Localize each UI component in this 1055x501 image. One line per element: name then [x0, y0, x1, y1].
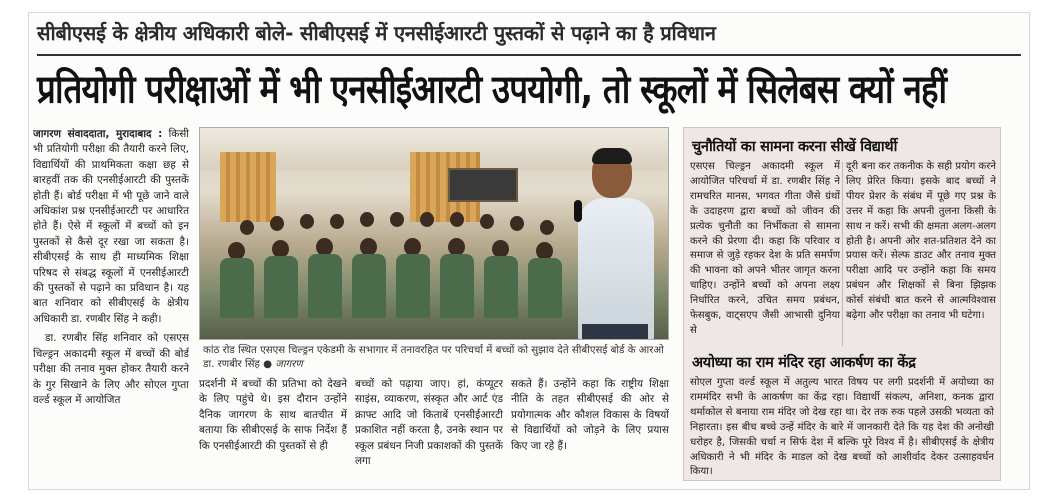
- photo-speaker-shirt: [578, 198, 654, 340]
- photo-student-uniform: [220, 258, 254, 318]
- photo-student-uniform: [484, 256, 518, 318]
- photo-student: [330, 214, 344, 229]
- photo-speaker-hair: [592, 148, 632, 164]
- sidebar-paragraph-ram-mandir: सोएल गुप्ता वर्ल्ड स्कूल में अतुल्य भारत विषय पर लगी प्रदर्शनी में अयोध्या का राममंदिर सभी के आकर्षण का केंद्र रहा। विद्यार्थी संकल्प, अनिशा, कनक द्वारा थर्माकोल से बनाया राम मंदिर जो देख रहा था। देर तक रुक पहले उसकी भव्यता को निहारता। इस बीच बच्चे उन्हें मंदिर के बारे में जानकारी देते कि यह देश की अनोखी धरोहर है, जिसकी चर्चा न सिर्फ देश में बल्कि पूरे विश्व में है। सीबीएसई के क्षेत्रीय अधिकारी ने भी मंदिर के माडल को देख बच्चों को आशीर्वाद देकर उत्साहवर्धन किया।: [690, 377, 994, 478]
- photo-student: [540, 220, 554, 235]
- photo-student-uniform: [352, 254, 386, 318]
- photo-wall-board: [448, 168, 518, 202]
- photo-credit: ● जागरण: [263, 359, 303, 370]
- photo-student: [300, 214, 314, 229]
- lead-column: [33, 127, 189, 487]
- photo-caption: [203, 344, 669, 372]
- sidebar-column-2: दूरी बना कर तकनीक के सही प्रयोग करने लिए प्रेरित किया। इसके बाद बच्चों ने पीयर प्रेशर के संबंध में पूछे गए प्रश्न के उत्तर में कहा कि अपनी तुलना किसी के साथ न करें। सभी की क्षमता अलग-अलग होती है। अपनी ओर शत-प्रतिशत देने का प्रयास करें। सेल्फ डाउट और तनाव मुक्त परीक्षा आदि पर उन्होंने कहा कि समय प्रबंधन और शिक्षकों से बिना झिझक कोर्स संबंधी बात करने से आत्मविश्वास बढ़ेगा और परीक्षा का तनाव भी घटेगा।: [846, 161, 996, 322]
- sidebar-column-1: एसएस चिल्ड्रन अकादमी स्कूल में आयोजित परिचर्चा में डा. रणबीर सिंह ने रामचरित मानस, भगवत गीता जैसे ग्रंथों के उदाहरण द्वारा बच्चों को जीवन की प्रत्येक चुनौती का निर्भीकता से सामना करने की प्रेरणा दी। कहा कि परिवार व समाज से जुड़े रहकर देश के प्रति समर्पण की भावना को अपने भीतर जागृत करना चाहिए। उन्होंने बच्चों को अपना लक्ष्य निर्धारित करने, उचित समय प्रबंधन, फेसबुक, वाट्सएप जैसी आभासी दुनिया से: [690, 161, 840, 336]
- photo-student-uniform: [264, 256, 298, 318]
- subheading-ram-mandir: अयोध्या का राम मंदिर रहा आकर्षण का केंद्र: [692, 355, 916, 371]
- photo-student-uniform: [308, 254, 342, 318]
- body-column-3: सकते हैं। उन्होंने कहा कि राष्ट्रीय शिक्षा नीति के तहत सीबीएसई की ओर से प्रयोगात्मक और कौशल विकास के विषयों से विद्यार्थियों को जोड़ने के लिए प्रयास किए जा रहे हैं।: [511, 378, 669, 452]
- photo-student: [480, 214, 494, 229]
- photo-student: [240, 220, 254, 235]
- photo-student: [420, 212, 434, 227]
- lead-paragraph-2: डा. रणबीर सिंह शनिवार को एसएस चिल्ड्रन अकादमी स्कूल में बच्चों की बोर्ड परीक्षा की तनाव मुक्त होकर तैयारी करने के गुर सिखाने के लिए और सोएल गुप्ता वर्ल्ड स्कूल में आयोजित: [33, 332, 189, 406]
- photo-student: [450, 212, 464, 227]
- kicker-headline: सीबीएसई के क्षेत्रीय अधिकारी बोले- सीबीएसई में एनसीईआरटी पुस्तकों से पढ़ाने का है प्रविधान: [37, 21, 716, 45]
- microphone-icon: [574, 200, 582, 222]
- body-column-2: बच्चों को पढ़ाया जाए। हां, कंप्यूटर साइंस, व्याकरण, संस्कृत और आर्ट एंड क्राफ्ट आदि जो किताबें एनसीईआरटी प्रकाशित नहीं करता है, उनके स्थान पर स्कूल प्रबंधन निजी प्रकाशकों की पुस्तकें लगा: [355, 378, 503, 468]
- photo-student: [360, 212, 374, 227]
- photo-student-uniform: [528, 258, 562, 318]
- photo-student: [510, 216, 524, 231]
- header-rule: [37, 54, 1021, 56]
- photo-caption-text: कांठ रोड स्थित एसएस चिल्ड्रन एकेडमी के सभागार में तनावरहित पर परिचर्चा में बच्चों को सुझाव देते सीबीएसई बोर्ड के आरओ डा. रणबीर सिंह: [203, 345, 664, 370]
- news-photo: [199, 127, 669, 340]
- sidebar-box: [683, 127, 1001, 481]
- column-divider: [842, 162, 843, 346]
- newspaper-clipping: [28, 12, 1030, 490]
- photo-student-uniform: [440, 254, 474, 318]
- photo-student: [270, 216, 284, 231]
- lead-paragraph-1: किसी भी प्रतियोगी परीक्षा की तैयारी करने लिए, विद्यार्थियों की प्राथमिकता कक्षा छह से बारहवीं तक की एनसीईआरटी की पुस्तकें होती हैं। बोर्ड परीक्षा में भी पूछे जाने वाले अधिकांश प्रश्न एनसीईआरटी पर आधारित होते हैं। ऐसे में स्कूलों में बच्चों को इन पुस्तकों से कैसे दूर रखा जा सकता है। सीबीएसई के साथ ही माध्यमिक शिक्षा परिषद से संबद्ध स्कूलों में एनसीईआरटी की पुस्तकों से पढ़ाने का प्रविधान है। यह बात शनिवार को सीबीएसई के क्षेत्रीय अधिकारी डा. रणबीर सिंह ने कही।: [33, 128, 189, 325]
- main-headline: प्रतियोगी परीक्षाओं में भी एनसीईआरटी उपयोगी, तो स्कूलों में सिलेबस क्यों नहीं: [37, 65, 947, 112]
- photo-student: [390, 212, 404, 227]
- body-column-1: प्रदर्शनी में बच्चों की प्रतिभा को देखने के लिए पहुंचे थे। इस दौरान उन्होंने दैनिक जागरण के साथ बातचीत में बताया कि सीबीएसई के साफ निर्देश हैं कि एनसीईआरटी की पुस्तकों से ही: [199, 378, 347, 452]
- photo-speaker-trousers: [582, 324, 648, 340]
- byline: जागरण संवाददाता, मुरादाबाद :: [33, 128, 163, 140]
- photo-curtain-left: [220, 152, 276, 222]
- photo-student-uniform: [396, 254, 430, 318]
- subheading-challenges: चुनौतियों का सामना करना सीखें विद्यार्थी: [692, 139, 898, 155]
